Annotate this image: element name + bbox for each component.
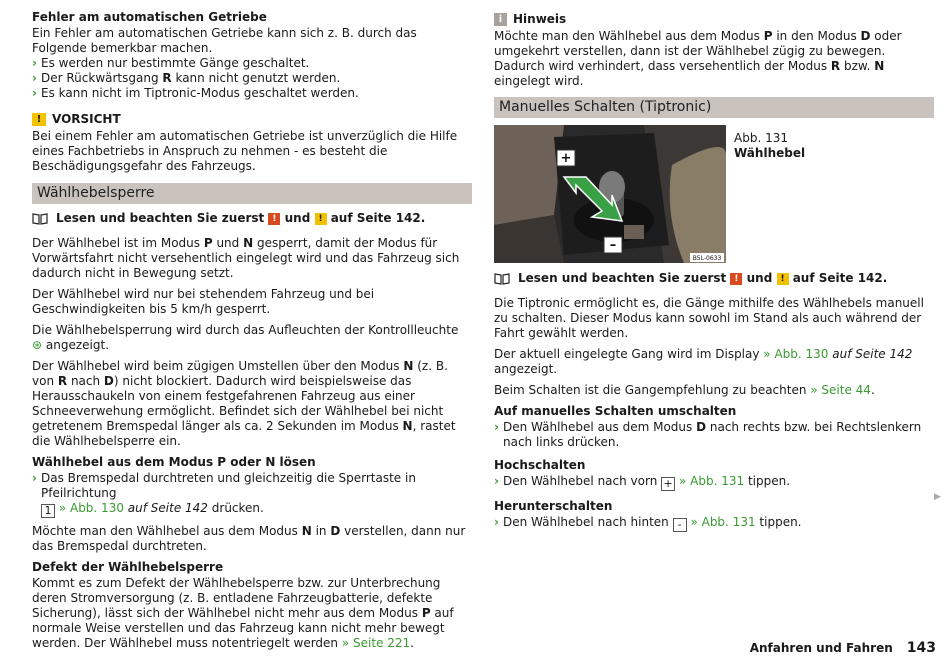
manual-bullet: › Den Wählhebel aus dem Modus D nach rechts bzw. bei Rechtslenkern nach links drücken. — [494, 420, 922, 449]
book-icon — [494, 273, 510, 285]
fig-minus-label: – — [609, 238, 617, 253]
defect-heading: Defekt der Wählhebelsperre — [32, 560, 224, 574]
section-title-waehlhebelsperre: Wählhebelsperre — [32, 183, 472, 204]
warning-badge-icon: ! — [777, 273, 789, 285]
fig-130-link[interactable]: » Abb. 130 — [58, 501, 124, 515]
fig-number: Abb. 131 — [734, 131, 788, 145]
gear-lever-illustration — [494, 125, 726, 263]
bullet-arrow-icon: › — [32, 471, 37, 485]
fig-130-link-right[interactable]: » Abb. 130 — [763, 347, 829, 361]
caution-title: ! VORSICHT — [32, 112, 472, 127]
note-title: i Hinweis — [494, 12, 934, 27]
upshift-heading: Hochschalten — [494, 458, 586, 472]
plus-key-icon: + — [661, 477, 675, 491]
bullet-arrow-icon: › — [32, 86, 37, 100]
danger-badge-icon: ! — [730, 273, 742, 285]
bullet-arrow-icon: › — [494, 474, 499, 488]
figure-caption — [726, 125, 805, 263]
page-number: 143 — [906, 640, 936, 656]
downshift-bullet: › Den Wählhebel nach hinten - » Abb. 131 tippen. — [494, 515, 802, 531]
err-bullet-2: › Der Rückwärtsgang R kann nicht genutzt werden. — [32, 71, 341, 85]
book-icon — [32, 213, 48, 225]
footer-section: Anfahren und Fahren — [749, 641, 893, 655]
indicator-light-icon: ⊛ — [32, 338, 43, 352]
bullet-arrow-icon: › — [494, 515, 499, 529]
paragraph-1: Der Wählhebel ist im Modus P und N gesperrt, damit der Modus für Vorwärtsfahrt nicht versehentlich eingelegt wird und das Fahrzeug sich dadurch nicht in Bewegung setzt. — [32, 236, 460, 280]
release-heading: Wählhebel aus dem Modus P oder N lösen — [32, 455, 316, 469]
paragraph-4: Der Wählhebel wird beim zügigen Umstellen über den Modus N (z. B. von R nach D) nicht blockiert. Dadurch wird beispielsweise das Herausschaukeln von einem festgefahrenen Fahrzeug aus einer Schneeverwehung ermöglicht. Befindet sich der Wählhebel bei nicht getretenem Bremspedal länger als ca. 2 Sekunden im Modus N, rastet die Wählhebelsperre ein. — [32, 359, 456, 448]
left-column — [32, 10, 472, 657]
ref-line-right: Lesen und beachten Sie zuerst ! und ! auf Seite 142. — [494, 271, 934, 286]
section-title-tiptronic: Manuelles Schalten (Tiptronic) — [494, 97, 934, 118]
key-1-icon: 1 — [41, 504, 55, 518]
bullet-arrow-icon: › — [32, 56, 37, 70]
err-bullet-1: › Es werden nur bestimmte Gänge geschaltet. — [32, 56, 310, 70]
defect-paragraph: Kommt es zum Defekt der Wählhebelsperre bzw. zur Unterbrechung deren Stromversorgung (z. B. entladene Fahrzeugbatterie, defekte Sicherung), lässt sich der Wählhebel nicht mehr aus dem Modus P auf normale Weise verstellen und das Fahrzeug kann nicht mehr bewegt werden. Der Wählhebel muss notentriegelt werden » Seite 221. — [32, 576, 454, 650]
upshift-bullet: › Den Wählhebel nach vorn + » Abb. 131 tippen. — [494, 474, 791, 490]
warning-triangle-icon: ! — [32, 113, 46, 126]
right-column — [494, 10, 934, 532]
ref-line: Lesen und beachten Sie zuerst ! und ! auf Seite 142. — [32, 211, 472, 226]
figure-131 — [494, 125, 934, 263]
page-44-link[interactable]: » Seite 44 — [810, 383, 871, 397]
err-bullet-3: › Es kann nicht im Tiptronic-Modus geschaltet werden. — [32, 86, 359, 100]
paragraph-2: Der Wählhebel wird nur bei stehendem Fahrzeug und bei Geschwindigkeiten bis 5 km/h gesperrt. — [32, 287, 375, 316]
bullet-arrow-icon: › — [32, 71, 37, 85]
caution-text: Bei einem Fehler am automatischen Getriebe ist unverzüglich die Hilfe eines Fachbetriebs in Anspruch zu nehmen - es besteht die Beschädigungsgefahr des Fahrzeugs. — [32, 129, 458, 173]
paragraph-5: Möchte man den Wählhebel aus dem Modus N in D verstellen, dann nur das Bremspedal durchtreten. — [32, 524, 466, 553]
page-221-link[interactable]: » Seite 221 — [341, 636, 411, 650]
manual-heading: Auf manuelles Schalten umschalten — [494, 404, 737, 418]
tiptronic-paragraph-1: Die Tiptronic ermöglicht es, die Gänge mithilfe des Wählhebels manuell zu schalten. Dieser Modus kann sowohl im Stand als auch während der Fahrt gewählt werden. — [494, 296, 924, 340]
release-bullet: › Das Bremspedal durchtreten und gleichzeitig die Sperrtaste in Pfeilrichtung 1 » Abb. 130 auf Seite 142 drücken. — [32, 471, 416, 517]
fig-131-link-down[interactable]: » Abb. 131 — [690, 515, 756, 529]
note-text: Möchte man den Wählhebel aus dem Modus P in den Modus D oder umgekehrt verstellen, dann ist der Wählhebel zügig zu bewegen. Dadurch wird verhindert, dass versehentlich der Modus R bzw. N eingelegt wird. — [494, 29, 902, 88]
fig-title: Wählhebel — [734, 146, 806, 160]
paragraph-3: Die Wählhebelsperrung wird durch das Aufleuchten der Kontrollleuchte ⊛ angezeigt. — [32, 323, 459, 352]
err-heading: Fehler am automatischen Getriebe — [32, 10, 267, 24]
danger-badge-icon: ! — [268, 213, 280, 225]
minus-key-icon: - — [673, 518, 687, 532]
fig-code-label: B5L-0633 — [692, 255, 722, 262]
fig-131-link-up[interactable]: » Abb. 131 — [678, 474, 745, 488]
tiptronic-paragraph-2: Der aktuell eingelegte Gang wird im Display » Abb. 130 auf Seite 142 angezeigt. — [494, 347, 913, 376]
err-intro: Ein Fehler am automatischen Getriebe kann sich z. B. durch das Folgende bemerkbar machen. — [32, 26, 417, 55]
page-footer — [750, 641, 936, 656]
tiptronic-paragraph-3: Beim Schalten ist die Gangempfehlung zu beachten » Seite 44. — [494, 383, 875, 397]
info-icon: i — [494, 13, 507, 26]
bullet-arrow-icon: › — [494, 420, 499, 434]
warning-badge-icon: ! — [315, 213, 327, 225]
next-page-arrow-icon[interactable]: ▶ — [934, 492, 941, 502]
fig-plus-label: + — [560, 151, 572, 166]
downshift-heading: Herunterschalten — [494, 499, 613, 513]
